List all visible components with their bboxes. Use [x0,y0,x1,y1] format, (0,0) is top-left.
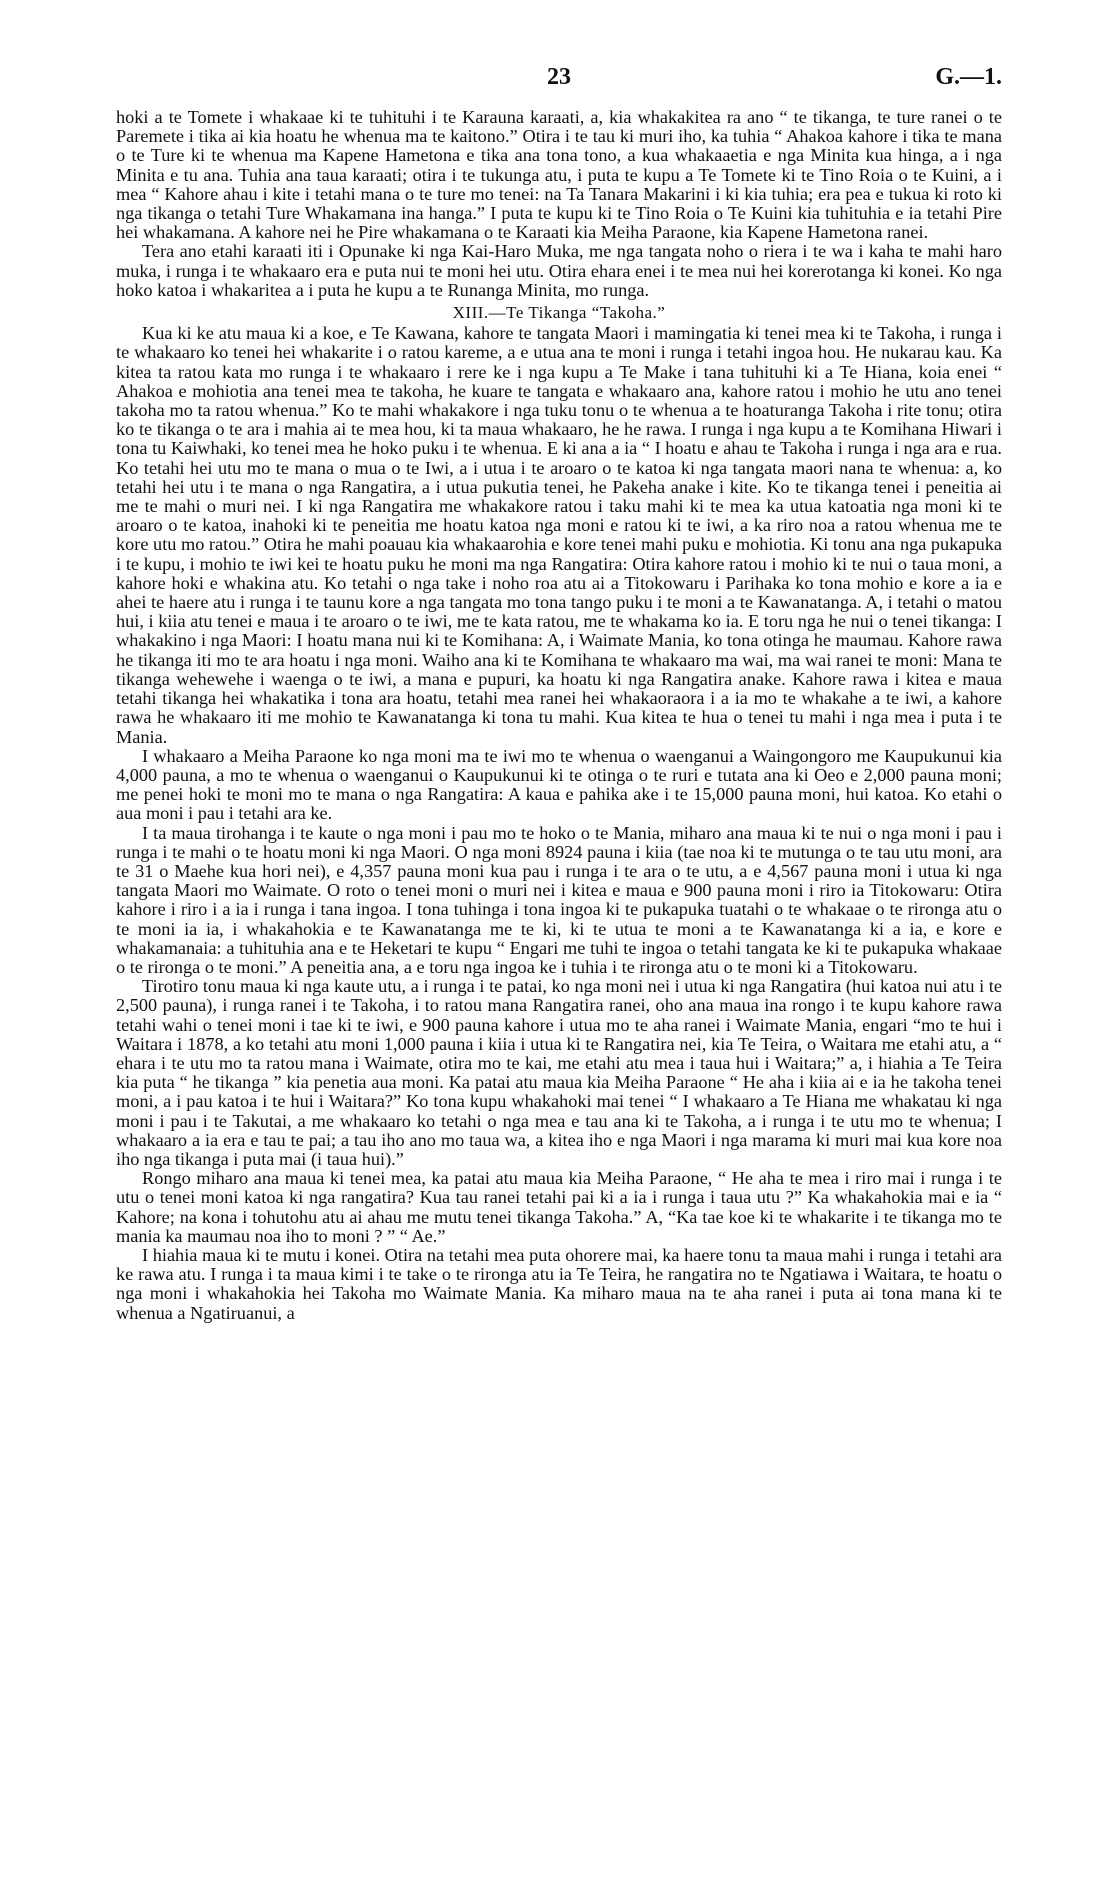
paragraph: Tirotiro tonu maua ki nga kaute utu, a i runga i te patai, ko nga moni nei i utua ki nga Rangatira (hui katoa nui atu i te 2,500 pauna), i runga ranei i te Takoha, i to ratou mana Rangatira ranei, oho ana maua ina rongo i te kupu kahore rawa tetahi wahi o tenei moni i tae ki te iwi, e 900 pauna kahore i utua mo te aha ranei i Waimate Mania, engari “mo te hui i Waitara i 1878, a ko tetahi atu moni 1,000 pauna i kiia i utua ki te Rangatira nei, kia Te Teira, o Waitara me etahi atu, a “ ehara i te utu mo ta ratou mana i Waimate, otira mo te kai, me etahi atu mea i taua hui i Waitara;” a, i hiahia a Te Teira kia puta “ he tikanga ” kia penetia aua moni. Ka patai atu maua kia Meiha Paraone “ He aha i kiia ai e ia he takoha tenei moni, a i pau katoa i te hui i Waitara?” Ko tona kupu whakahoki mai tenei “ I whakaaro a Te Hiana me whakatau ki nga moni i pau i te Takutai, a me whakaaro ko tetahi o nga mea e tau ana ki te Takoha, a i runga i te utu mo te whenua; I whakaaro a ia era e tau te pai; a tau iho ano mo taua wa, a kitea iho e nga Maori i nga marama ki muri mai kua kore noa iho nga tikanga i puta mai (i taua hui).” [116,976,1002,1169]
paragraph: I hiahia maua ki te mutu i konei. Otira na tetahi mea puta ohorere mai, ka haere tonu ta maua mahi i runga i tetahi ara ke rawa atu. I runga i ta maua kimi i te take o te rironga atu ia Te Teira, he rangatira no te Ngatiawa i Waitara, te hoatu o nga moni i whakahokia hei Takoha mo Waimate Mania. Ka miharo maua na te aha ranei i puta ai tona mana ki te whenua a Ngatiruanui, a [116,1244,1002,1323]
paragraph: Rongo miharo ana maua ki tenei mea, ka patai atu maua kia Meiha Paraone, “ He aha te mea i riro mai i runga i te utu o tenei moni katoa ki nga rangatira? Kua tau ranei tetahi pai ki a ia i runga i taua utu ?” Ka whakahokia mai e ia “ Kahore; na kona i tohutohu atu ai ahau me mutu tenei tikanga Takoha.” A, “Ka tae koe ki te whakarite i te tikanga mo te mania ka maumau noa iho to moni ? ” “ Ae.” [116,1168,1002,1246]
paragraph: hoki a te Tomete i whakaae ki te tuhituhi i te Karauna karaati, a, kia whakakitea ra ano “ te tikanga, te ture ranei o te Paremete i tika ai kia hoatu he whenua ma te kaitono.” Otira i te tau ki muri iho, ka tuhia “ Ahakoa kahore i tika te mana o te Ture ki te whenua ma Kapene Hametona e tika ana tona tono, a kua whakaaetia e nga Minita kua hinga, a i nga Minita e tu ana. Tuhia ana taua karaati; otira i te tukunga atu, i puta te kupu a Te Tomete ki te Tino Roia o te Kuini, a i mea “ Kahore ahau i kite i tetahi mana o te ture mo tenei: na Ta Tanara Makarini i ki kia tuhia; era pea e tukua ki roto ki nga tikanga o tetahi Ture Whakamana ina hanga.” I puta te kupu ki te Tino Roia o Te Kuini kia tuhituhia e ia tetahi Pire hei whakamana. A kahore nei he Pire whakamana o te Karaati kia Meiha Paraone, kia Kapene Hametona ranei. [116,107,1002,243]
paragraph: I whakaaro a Meiha Paraone ko nga moni ma te iwi mo te whenua o waenganui a Waingongoro me Kaupukunui kia 4,000 pauna, a mo te whenua o waenganui o Kaupukunui ki te otinga o te ruri e tutata ana ki Oeo e 2,000 pauna moni; me penei hoki te moni mo te mana o nga Rangatira: A kaua e pahika ake i te 15,000 pauna moni, hui katoa. Ko etahi o aua moni i pau i tetahi ara ke. [116,745,1002,824]
document-reference: G.—1. [935,64,1002,90]
page-number: 23 [547,64,571,90]
paragraph: I ta maua tirohanga i te kaute o nga moni i pau mo te hoko o te Mania, miharo ana maua ki te nui o nga moni i pau i runga i te mahi o te hoatu moni ki nga Maori. O nga moni 8924 pauna i kiia (tae noa ki te mutunga o te tau utu moni, ara te 31 o Maehe kua hori nei), e 4,357 pauna moni kua pau i runga i te ara o te utu, a e 4,567 pauna moni i utua ki nga tangata Maori mo Waimate. O roto o tenei moni o muri nei i kitea e maua e 900 pauna moni i riro ia Titokowaru: Otira kahore i riro i a ia i runga i tana ingoa. I tona tuhinga i tona ingoa ki te pukapuka tuatahi o te whakaae o te rironga atu o te moni ia ia, i whakahokia e te Kawanatanga me te ki, ki te utua te moni a te Kawanatanga ki a ia, e kore e whakamanaia: a tuhituhia ana e te Heketari te kupu “ Engari me tuhi te ingoa o tetahi tangata ke ki te pukapuka whakaae o te rironga o te moni.” A peneitia ana, a e toru nga ingoa ke i tuhia i te rironga atu o te moni ki a Titokowaru. [116,822,1002,977]
paragraph: Kua ki ke atu maua ki a koe, e Te Kawana, kahore te tangata Maori i mamingatia ki tenei mea ki te Takoha, i runga i te whakaaro ko tenei hei whakarite i o ratou kareme, a e utua ana te moni i runga i tetahi ingoa hou. He nukarau kau. Ka kitea ta ratou kata mo runga i te whakaaro i rere ke i nga kupu a Te Make i tana tuhituhi ki a Te Hiana, koia enei “ Ahakoa e mohiotia ana tenei mea te takoha, he kuare te tangata e whakaaro ana, kahore ratou i mohio he utu ano tenei takoha mo ta ratou whenua.” Ko te mahi whakakore i nga tuku tonu o te whenua a te hoaturanga Takoha i rite tonu; otira ko te tikanga o te ara i mahia ai te mea hou, ki ta maua whakaaro, he he rawa. I runga i nga kupu a te Komihana Hiwari i tona tu Kaiwhaki, ko tenei mea he hoko puku i te whenua. E ki ana a ia “ I hoatu e ahau te Takoha i runga i nga ara e rua. Ko tetahi hei utu mo te mana o mua o te Iwi, a i utua i te aroaro o te katoa ki nga tangata maori nana te whenua: a, ko tetahi hei utu i te mana o nga Rangatira, a i utua pukutia tenei, he Pakeha anake i kite. Ko te tikanga tenei i peneitia ai me te mahi o muri nei. I ki nga Rangatira me whakakore ratou i taku mahi ki te mea ka utua katoatia nga moni ki te aroaro o te katoa, inahoki ki te peneitia me hoatu katoa nga moni e ratou ki te iwi, a ka riro noa a ratou whenua me te kore utu mo ratou.” Otira he mahi poauau kia whakaarohia e kore tenei mahi puku e mohiotia. Ki tonu ana nga pukapuka i te kupu, i mohio te iwi kei te hoatu puku he moni ma nga Rangatira: Otira kahore ratou i mohio ki te nui o taua moni, a kahore hoki e whakina atu. Ko tetahi o nga take i noho roa atu ai a Titokowaru i Parihaka ko tona mohio e kore a ia e ahei te haere atu i runga i te taunu kore a nga tangata mo tona tango puku i te moni a te Kawanatanga. A, i tetahi o matou hui, i kiia atu tenei e maua i te aroaro o te iwi, me te kata ratou, me te whakama ko ia. E toru nga he nui o tenei tikanga: I whakakino i nga Maori: I hoatu mana nui ki te Komihana: A, i Waimate Mania, ko tona otinga he maumau. Kahore rawa he tikanga iti mo te ara hoatu i nga moni. Waiho ana ki te Komihana te whakaaro ma wai, ma wai ranei te moni: Mana te tikanga wehewehe i waenga o te iwi, a mana e pupuri, ka hoatu ki nga Rangatira anake. Kahore rawa i kitea e maua tetahi tikanga hei whakatika i tona ara hoatu, tetahi mea ranei hei whakaoraora i a ia mo te whakahe a te iwi, a kahore rawa he whakaaro iti me mohio te Kawanatanga ki tona tu mahi. Kua kitea te hua o tenei tu mahi i nga mea i puta i te Mania. [116,323,1002,747]
section-heading: XIII.—Te Tikanga “Takoha.” [452,303,666,323]
paragraph: Tera ano etahi karaati iti i Opunake ki nga Kai-Haro Muka, me nga tangata noho o riera i te wa i kaha te mahi haro muka, i runga i te whakaaro era e puta nui te moni hei utu. Otira ehara enei i te mea nui hei korerotanga ki konei. Ko nga hoko katoa i whakaritea a i puta he kupu a te Runanga Minita, mo runga. [116,241,1002,300]
page-header [116,62,1002,102]
